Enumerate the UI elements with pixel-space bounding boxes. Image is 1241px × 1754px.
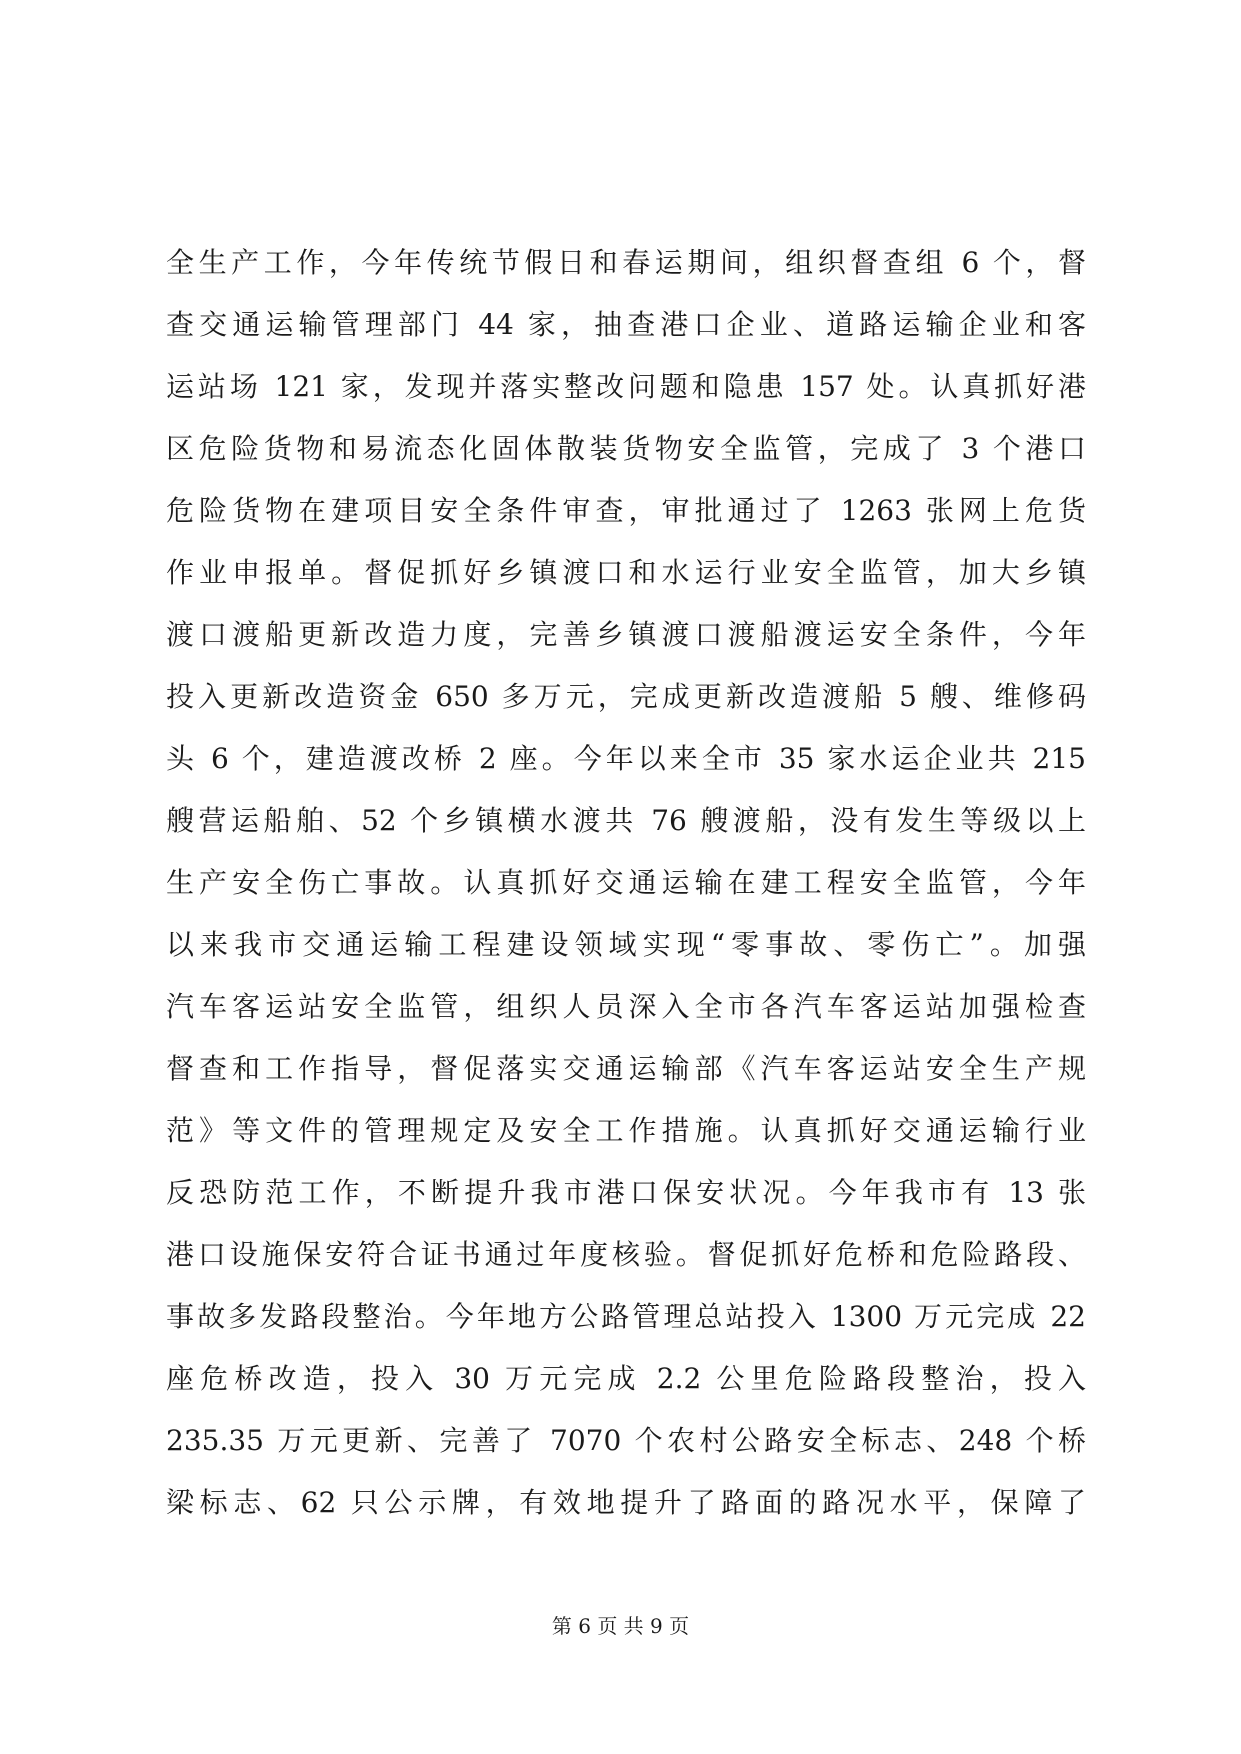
text-line: 以来我市交通运输工程建设领域实现“零事故、零伤亡”。加强 bbox=[166, 928, 1086, 961]
body-paragraph bbox=[166, 232, 1086, 1534]
text-line: 作业申报单。督促抓好乡镇渡口和水运行业安全监管，加大乡镇 bbox=[166, 556, 1086, 589]
text-line: 区危险货物和易流态化固体散装货物安全监管，完成了 3 个港口 bbox=[166, 432, 1086, 465]
text-line: 座危桥改造，投入 30 万元完成 2.2 公里危险路段整治，投入 bbox=[166, 1362, 1086, 1395]
page-number-footer: 第 6 页 共 9 页 bbox=[551, 1614, 690, 1638]
text-line: 范》等文件的管理规定及安全工作措施。认真抓好交通运输行业 bbox=[166, 1114, 1086, 1147]
text-line: 港口设施保安符合证书通过年度核验。督促抓好危桥和危险路段、 bbox=[166, 1238, 1086, 1271]
text-line: 全生产工作，今年传统节假日和春运期间，组织督查组 6 个，督 bbox=[166, 246, 1086, 279]
text-line: 投入更新改造资金 650 多万元，完成更新改造渡船 5 艘、维修码 bbox=[166, 680, 1086, 713]
text-line: 危险货物在建项目安全条件审查，审批通过了 1263 张网上危货 bbox=[166, 494, 1086, 527]
text-line: 事故多发路段整治。今年地方公路管理总站投入 1300 万元完成 22 bbox=[166, 1300, 1086, 1333]
text-line: 反恐防范工作，不断提升我市港口保安状况。今年我市有 13 张 bbox=[166, 1176, 1086, 1209]
text-line: 渡口渡船更新改造力度，完善乡镇渡口渡船渡运安全条件，今年 bbox=[166, 618, 1086, 651]
text-line: 艘营运船舶、52 个乡镇横水渡共 76 艘渡船，没有发生等级以上 bbox=[166, 804, 1086, 837]
text-line: 头 6 个，建造渡改桥 2 座。今年以来全市 35 家水运企业共 215 bbox=[166, 742, 1086, 775]
text-line: 督查和工作指导，督促落实交通运输部《汽车客运站安全生产规 bbox=[166, 1052, 1086, 1085]
text-line: 梁标志、62 只公示牌，有效地提升了路面的路况水平，保障了 bbox=[166, 1486, 1086, 1519]
text-line: 汽车客运站安全监管，组织人员深入全市各汽车客运站加强检查 bbox=[166, 990, 1086, 1023]
text-line: 运站场 121 家，发现并落实整改问题和隐患 157 处。认真抓好港 bbox=[166, 370, 1086, 403]
text-line: 235.35 万元更新、完善了 7070 个农村公路安全标志、248 个桥 bbox=[166, 1424, 1086, 1457]
text-line: 生产安全伤亡事故。认真抓好交通运输在建工程安全监管，今年 bbox=[166, 866, 1086, 899]
text-line: 查交通运输管理部门 44 家，抽查港口企业、道路运输企业和客 bbox=[166, 308, 1086, 341]
